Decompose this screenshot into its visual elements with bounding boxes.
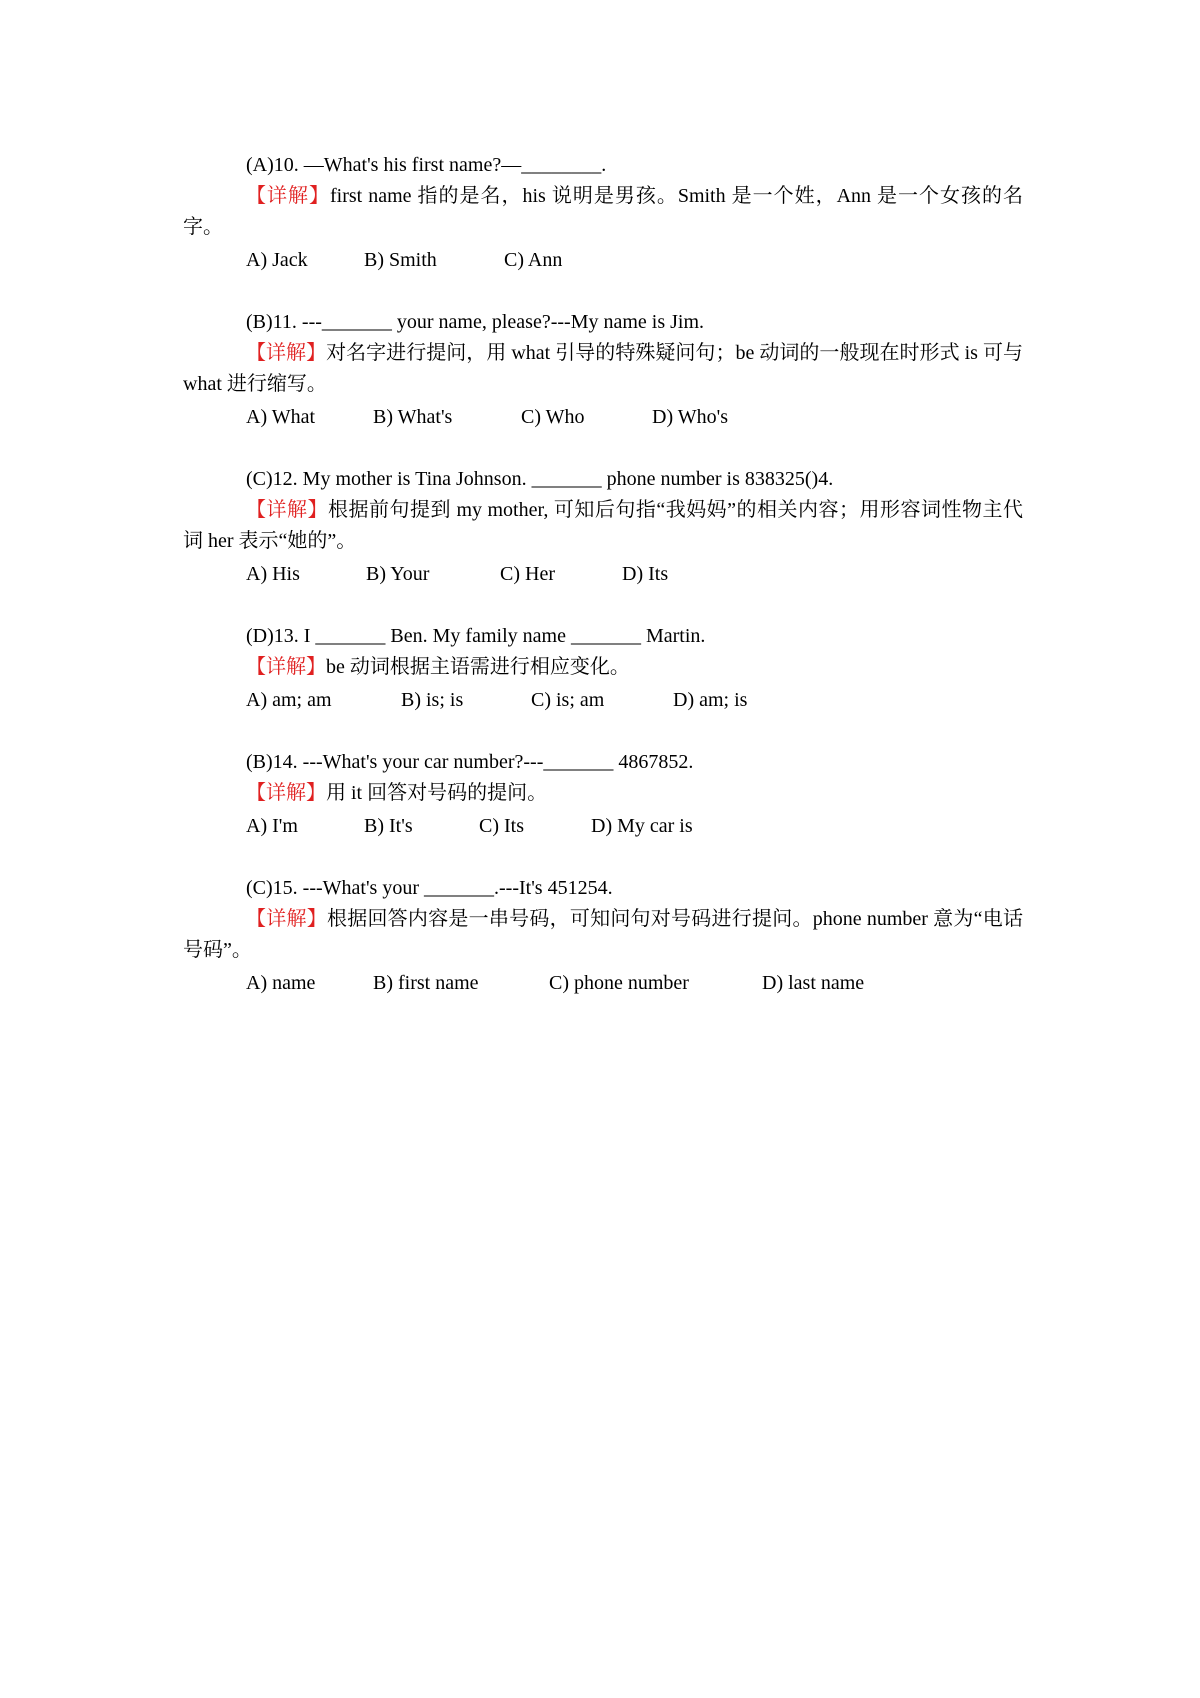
option-a: A) I'm bbox=[246, 815, 298, 837]
explanation-tag: 【详解】 bbox=[246, 185, 330, 207]
option-c: C) Its bbox=[479, 815, 524, 837]
question-explanation bbox=[183, 652, 1023, 683]
option-c: C) Ann bbox=[504, 249, 563, 271]
question-10 bbox=[183, 150, 1023, 276]
option-c: C) Her bbox=[500, 563, 555, 585]
explanation-tag: 【详解】 bbox=[246, 782, 326, 804]
question-stem: (A)10. —What's his first name?—________. bbox=[246, 154, 607, 176]
question-list bbox=[183, 150, 1023, 1030]
option-a: A) Jack bbox=[246, 249, 308, 271]
answer-options bbox=[183, 811, 1023, 842]
question-13 bbox=[183, 621, 1023, 716]
option-c: C) phone number bbox=[549, 972, 689, 994]
answer-options bbox=[183, 685, 1023, 716]
answer-options bbox=[183, 968, 1023, 999]
question-stem: (B)14. ---What's your car number?---_______ 4867852. bbox=[246, 751, 694, 773]
explanation-tag: 【详解】 bbox=[246, 499, 328, 521]
option-d: D) Who's bbox=[652, 406, 729, 428]
explanation-tag: 【详解】 bbox=[246, 908, 327, 930]
question-explanation bbox=[183, 495, 1023, 557]
explanation-text: first name 指的是名，his 说明是男孩。Smith 是一个姓，Ann 是一个女孩的名字。 bbox=[183, 185, 1024, 238]
explanation-text: 用 it 回答对号码的提问。 bbox=[326, 782, 548, 804]
explanation-tag: 【详解】 bbox=[246, 656, 326, 678]
explanation-text: be 动词根据主语需进行相应变化。 bbox=[326, 656, 630, 678]
answer-options bbox=[183, 245, 1023, 276]
explanation-tag: 【详解】 bbox=[246, 342, 327, 364]
question-explanation bbox=[183, 181, 1023, 243]
option-c: C) Who bbox=[521, 406, 585, 428]
question-explanation bbox=[183, 338, 1023, 400]
option-c: C) is; am bbox=[531, 689, 605, 711]
answer-options bbox=[183, 559, 1023, 590]
option-d: D) am; is bbox=[673, 689, 748, 711]
option-b: B) It's bbox=[364, 815, 413, 837]
option-a: A) name bbox=[246, 972, 316, 994]
question-14 bbox=[183, 747, 1023, 842]
explanation-text: 根据前句提到 my mother, 可知后句指“我妈妈”的相关内容；用形容词性物主代词 her 表示“她的”。 bbox=[183, 499, 1023, 552]
option-b: B) Your bbox=[366, 563, 430, 585]
option-b: B) What's bbox=[373, 406, 453, 428]
answer-options bbox=[183, 402, 1023, 433]
question-11 bbox=[183, 307, 1023, 433]
option-a: A) What bbox=[246, 406, 316, 428]
option-b: B) first name bbox=[373, 972, 479, 994]
question-stem: (C)12. My mother is Tina Johnson. _______ phone number is 838325()4. bbox=[246, 468, 834, 490]
question-stem: (C)15. ---What's your _______.---It's 451254. bbox=[246, 877, 613, 899]
option-b: B) is; is bbox=[401, 689, 464, 711]
option-a: A) His bbox=[246, 563, 300, 585]
option-d: D) last name bbox=[762, 972, 865, 994]
question-stem: (D)13. I _______ Ben. My family name _______ Martin. bbox=[246, 625, 706, 647]
question-15 bbox=[183, 873, 1023, 999]
option-a: A) am; am bbox=[246, 689, 332, 711]
option-b: B) Smith bbox=[364, 249, 437, 271]
question-explanation bbox=[183, 778, 1023, 809]
question-stem: (B)11. ---_______ your name, please?---My name is Jim. bbox=[246, 311, 705, 333]
question-explanation bbox=[183, 904, 1023, 966]
explanation-text: 对名字进行提问，用 what 引导的特殊疑问句；be 动词的一般现在时形式 is 可与 what 进行缩写。 bbox=[183, 342, 1024, 395]
option-d: D) My car is bbox=[591, 815, 693, 837]
explanation-text: 根据回答内容是一串号码，可知问句对号码进行提问。phone number 意为“电话号码”。 bbox=[183, 908, 1023, 961]
question-12 bbox=[183, 464, 1023, 590]
option-d: D) Its bbox=[622, 563, 669, 585]
